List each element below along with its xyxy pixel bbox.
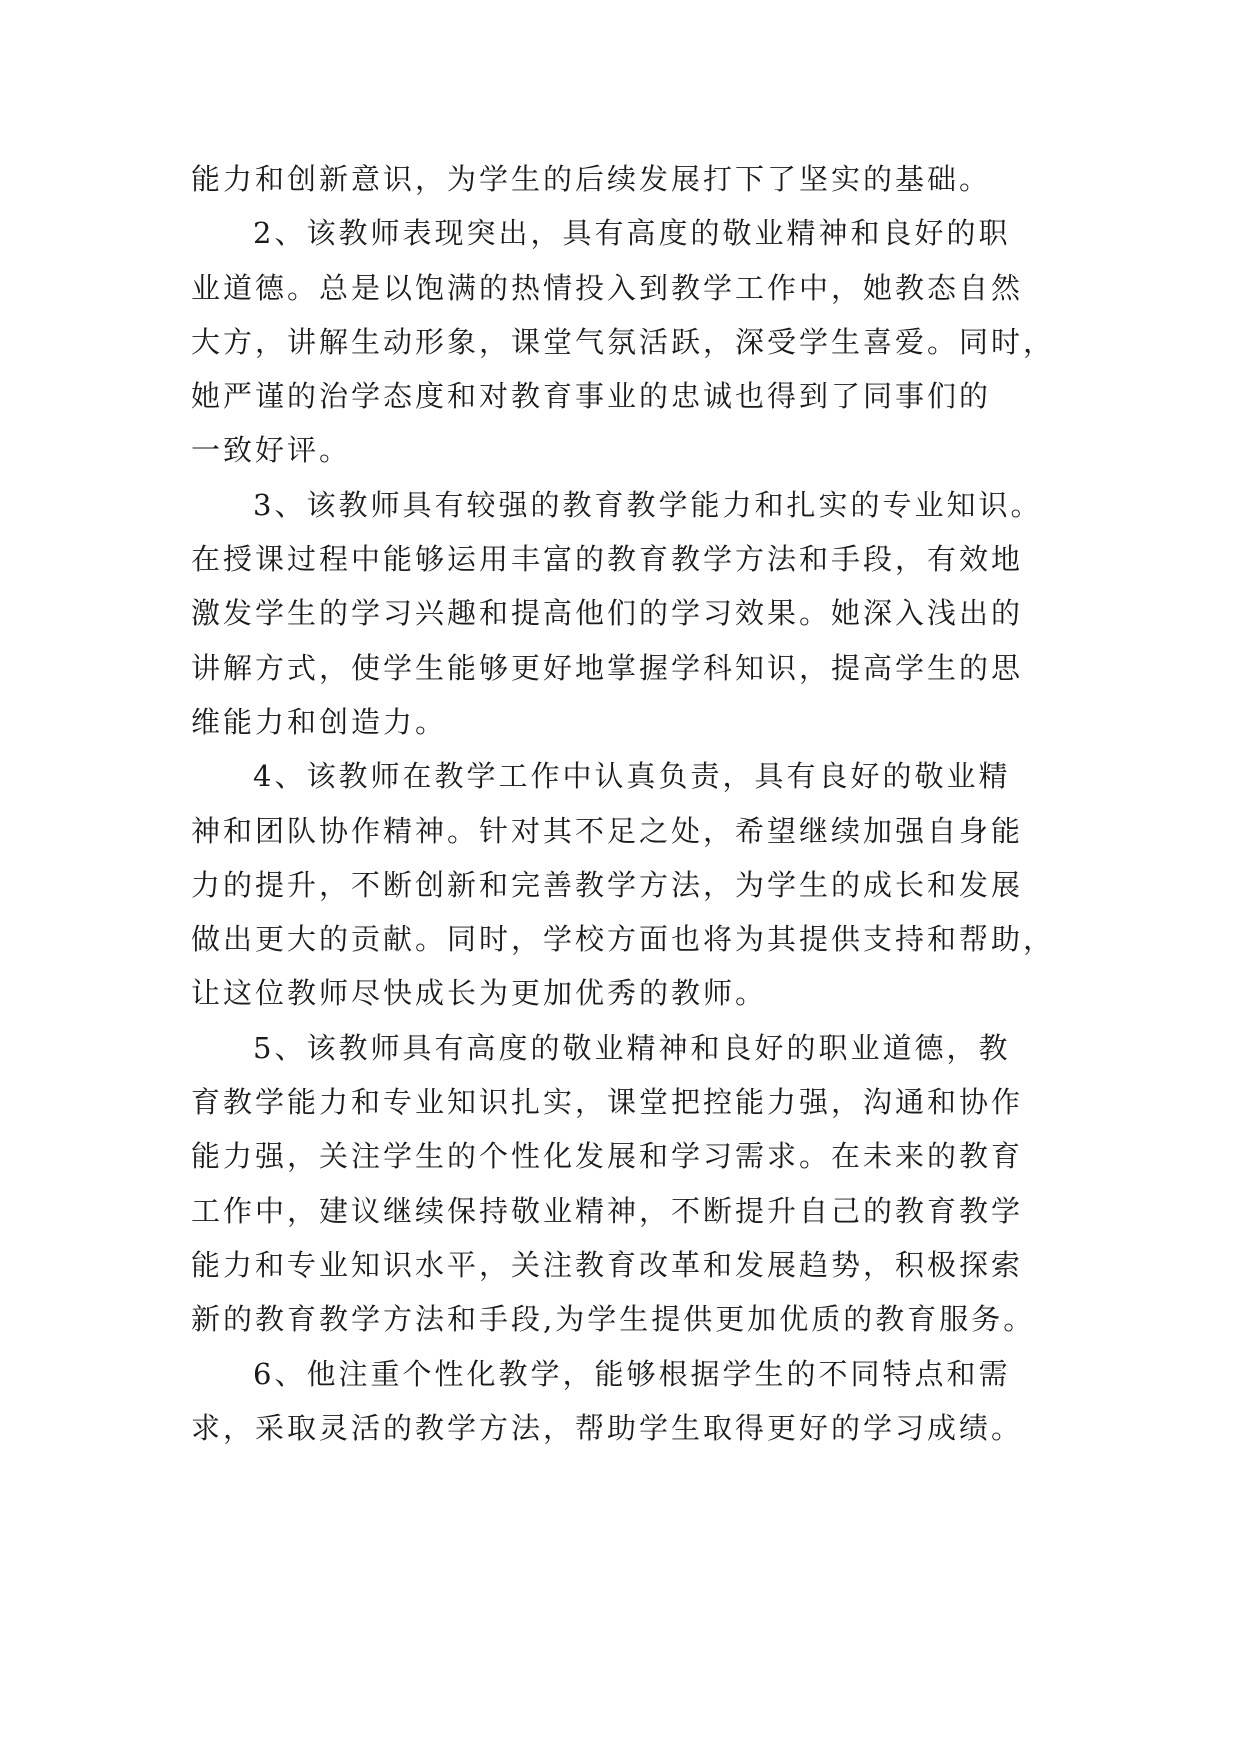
text-line: 3、该教师具有较强的教育教学能力和扎实的专业知识。	[253, 487, 1043, 522]
text-line: 做出更大的贡献。同时，学校方面也将为其提供支持和帮助，	[191, 922, 1056, 957]
text-line: 新的教育教学方法和手段,为学生提供更加优质的教育服务。	[191, 1302, 1036, 1337]
text-line: 2、该教师表现突出，具有高度的敬业精神和良好的职	[253, 216, 1011, 251]
text-line: 6、他注重个性化教学，能够根据学生的不同特点和需	[253, 1356, 1011, 1391]
text-line: 大方，讲解生动形象，课堂气氛活跃，深受学生喜爱。同时，	[191, 324, 1056, 359]
text-line: 力的提升，不断创新和完善教学方法，为学生的成长和发展	[191, 867, 1024, 902]
text-line: 能力强，关注学生的个性化发展和学习需求。在未来的教育	[191, 1139, 1024, 1174]
text-line: 讲解方式，使学生能够更好地掌握学科知识，提高学生的思	[191, 650, 1024, 685]
text-line: 业道德。总是以饱满的热情投入到教学工作中，她教态自然	[191, 270, 1024, 305]
paragraph-1-continued	[191, 152, 1071, 206]
text-line: 在授课过程中能够运用丰富的教育教学方法和手段，有效地	[191, 542, 1024, 577]
text-line: 维能力和创造力。	[191, 704, 448, 739]
text-line: 4、该教师在教学工作中认真负责，具有良好的敬业精	[253, 759, 1011, 794]
paragraph-3	[191, 478, 1071, 749]
paragraph-4	[191, 749, 1071, 1020]
text-line: 能力和专业知识水平，关注教育改革和发展趋势，积极探索	[191, 1247, 1024, 1282]
text-line: 一致好评。	[191, 433, 352, 468]
text-line: 5、该教师具有高度的敬业精神和良好的职业道德，教	[253, 1030, 1011, 1065]
paragraph-5	[191, 1021, 1071, 1347]
text-line: 她严谨的治学态度和对教育事业的忠诚也得到了同事们的	[191, 379, 992, 414]
text-line: 激发学生的学习兴趣和提高他们的学习效果。她深入浅出的	[191, 596, 1024, 631]
text-line: 神和团队协作精神。针对其不足之处，希望继续加强自身能	[191, 813, 1024, 848]
paragraph-2	[191, 206, 1071, 477]
text-line: 求，采取灵活的教学方法，帮助学生取得更好的学习成绩。	[191, 1410, 1024, 1445]
text-line: 育教学能力和专业知识扎实，课堂把控能力强，沟通和协作	[191, 1085, 1024, 1120]
text-line: 能力和创新意识，为学生的后续发展打下了坚实的基础。	[191, 162, 992, 196]
paragraph-6	[191, 1347, 1071, 1456]
document-page	[191, 152, 1071, 1455]
text-line: 让这位教师尽快成长为更加优秀的教师。	[191, 976, 768, 1011]
text-line: 工作中，建议继续保持敬业精神，不断提升自己的教育教学	[191, 1193, 1024, 1228]
